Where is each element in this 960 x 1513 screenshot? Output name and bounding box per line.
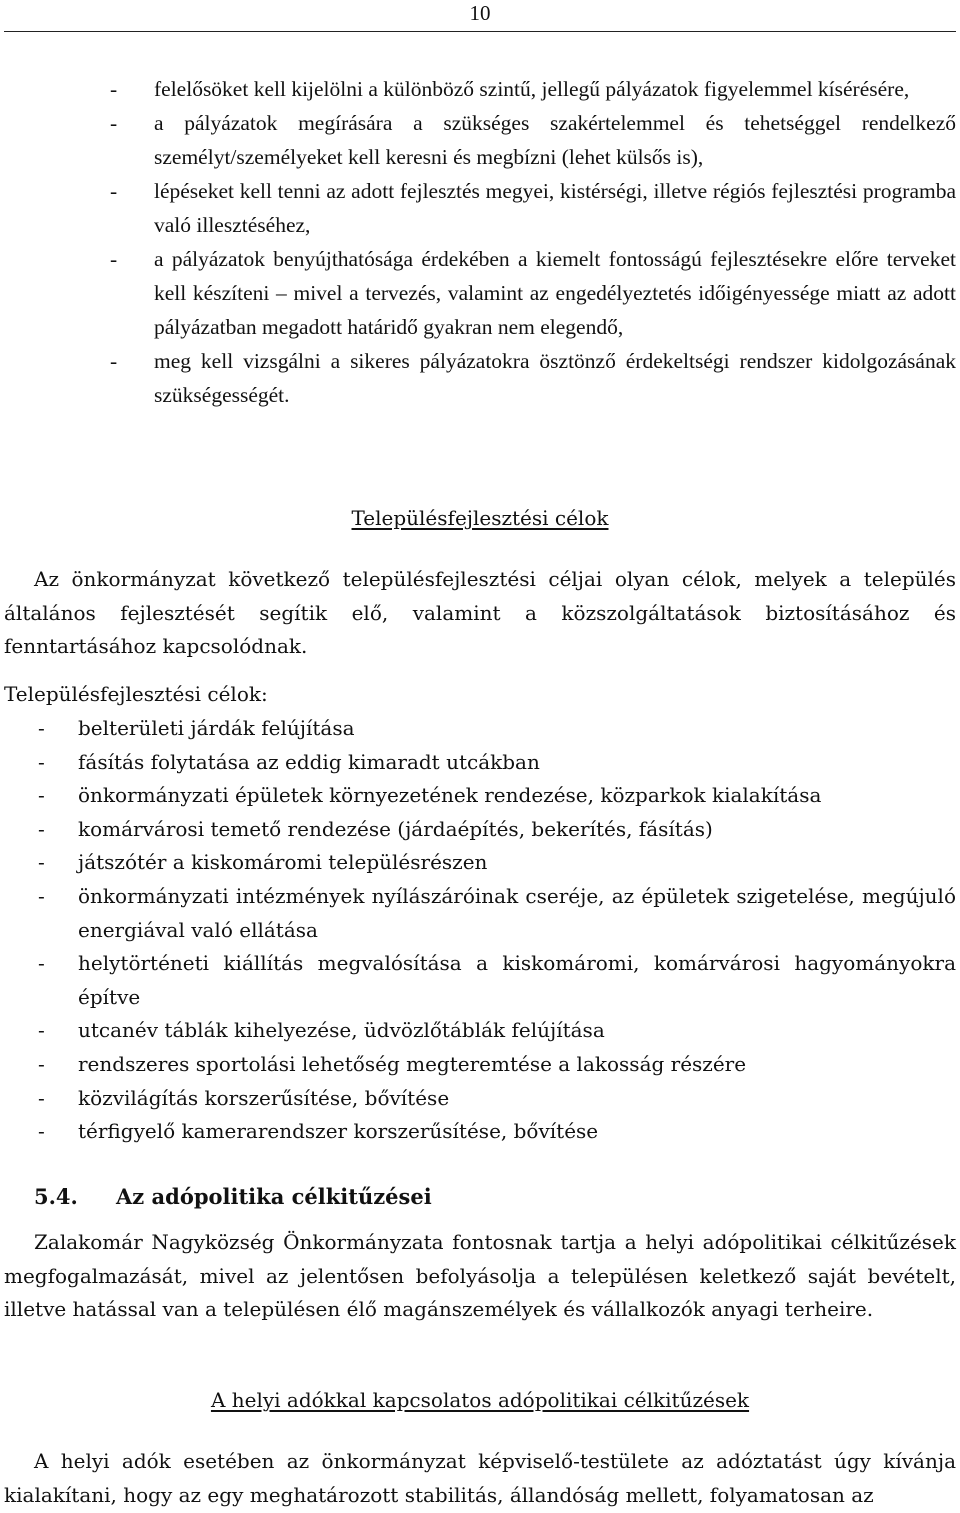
list-item-text: utcanév táblák kihelyezése, üdvözlőtáblák felújítása [78, 1018, 605, 1043]
list-dash: - [110, 349, 118, 373]
list-item [38, 1115, 956, 1149]
list-item-text: felelősöket kell kijelölni a különböző szintű, jellegű pályázatok figyelemmel kísérésére, [154, 77, 910, 101]
list-item [38, 712, 956, 746]
list-item [110, 344, 956, 412]
list-item-text: belterületi járdák felújítása [78, 716, 355, 740]
list-dash: - [110, 111, 118, 135]
list-item [38, 746, 956, 780]
list-item-text: önkormányzati intézmények nyílászáróinak cseréje, az épületek szigetelése, megújuló energiával való ellátása [78, 883, 956, 942]
list-item [38, 846, 956, 880]
list-dash: - [38, 1085, 45, 1110]
list-dash: - [38, 816, 45, 841]
local-tax-heading: A helyi adókkal kapcsolatos adópolitikai célkitűzések [210, 1388, 750, 1412]
list-dash: - [38, 1018, 45, 1043]
tax-paragraph: Zalakomár Nagyközség Önkormányzata fontosnak tartja a helyi adópolitikai célkitűzések megfogalmazását, mivel az jelentősen befolyásolja a településen keletkező saját bevételt, illetve hatással van a településen élő magánszemélyek és vállalkozók anyagi terheire. [4, 1230, 956, 1322]
list-item-text: közvilágítás korszerűsítése, bővítése [78, 1085, 450, 1110]
list-item-text: rendszeres sportolási lehetőség megteremtése a lakosság részére [78, 1051, 747, 1076]
list-item-text: a pályázatok megírására a szükséges szakértelemmel és tehetséggel rendelkező személyt/személyeket kell keresni és megbízni (lehet külsős is), [154, 111, 956, 169]
list-item-text: lépéseket kell tenni az adott fejlesztés megyei, kistérségi, illetve régiós fejlesztési programba való illesztéséhez, [154, 179, 956, 237]
intro-paragraph: Az önkormányzat következő településfejlesztési céljai olyan célok, melyek a település általános fejlesztését segítik elő, valamint a közszolgáltatások biztosításához és fenntartásához kapcsolódnak. [4, 567, 956, 659]
list-item-text: a pályázatok benyújthatósága érdekében a kiemelt fontosságú fejlesztésekre előre terveket kell készíteni – mivel a tervezés, valamint az engedélyeztetés időigényessége miatt az adott pályázatban megadott határidő gyakran nem elegendő, [154, 247, 956, 339]
list-item-text: térfigyelő kamerarendszer korszerűsítése, bővítése [78, 1119, 599, 1144]
list-dash: - [110, 179, 118, 203]
list-item [110, 72, 956, 106]
list-item [38, 1048, 956, 1082]
list-item [110, 242, 956, 344]
list-item [110, 106, 956, 174]
list-item-text: meg kell vizsgálni a sikeres pályázatokra ösztönző érdekeltségi rendszer kidolgozásának szükségességét. [154, 349, 956, 407]
list-item [110, 174, 956, 242]
list-item [38, 779, 956, 813]
list-dash: - [38, 951, 45, 976]
list-item [38, 1014, 956, 1048]
list-dash: - [38, 850, 45, 875]
list-dash: - [38, 783, 45, 808]
header-rule [4, 31, 956, 32]
upper-bullet-list [110, 72, 956, 412]
list-item [38, 813, 956, 847]
list-item [38, 947, 956, 1014]
section-title-text: Az adópolitika célkitűzései [116, 1184, 432, 1209]
list-item [38, 880, 956, 947]
section-number: 5.4. [34, 1184, 78, 1209]
page-number: 10 [469, 1, 491, 25]
list-dash: - [38, 749, 45, 774]
list-item-text: játszótér a kiskomáromi településrészen [78, 850, 488, 875]
list-item-text: helytörténeti kiállítás megvalósítása a kiskomáromi, komárvárosi hagyományokra építve [78, 951, 956, 1009]
list-item-text: önkormányzati épületek környezetének rendezése, közparkok kialakítása [78, 783, 822, 808]
goals-list [38, 712, 956, 1149]
list-item [38, 1082, 956, 1116]
list-item-text: fásítás folytatása az eddig kimaradt utcákban [78, 749, 540, 774]
list-item-text: komárvárosi temető rendezése (járdaépítés, bekerítés, fásítás) [78, 816, 713, 841]
list-dash: - [110, 247, 118, 271]
list-dash: - [38, 1119, 45, 1144]
section-title [34, 1180, 432, 1213]
list-dash: - [38, 716, 45, 740]
list-dash: - [38, 1051, 45, 1076]
list-dash: - [110, 77, 118, 101]
goals-heading: Településfejlesztési célok [351, 506, 609, 530]
goals-label: Településfejlesztési célok: [4, 682, 268, 706]
list-dash: - [38, 883, 45, 908]
local-tax-paragraph: A helyi adók esetében az önkormányzat képviselő-testülete az adóztatást úgy kívánja kialakítani, hogy az egy meghatározott stabilitás, állandóság mellett, folyamatosan az [4, 1449, 956, 1507]
